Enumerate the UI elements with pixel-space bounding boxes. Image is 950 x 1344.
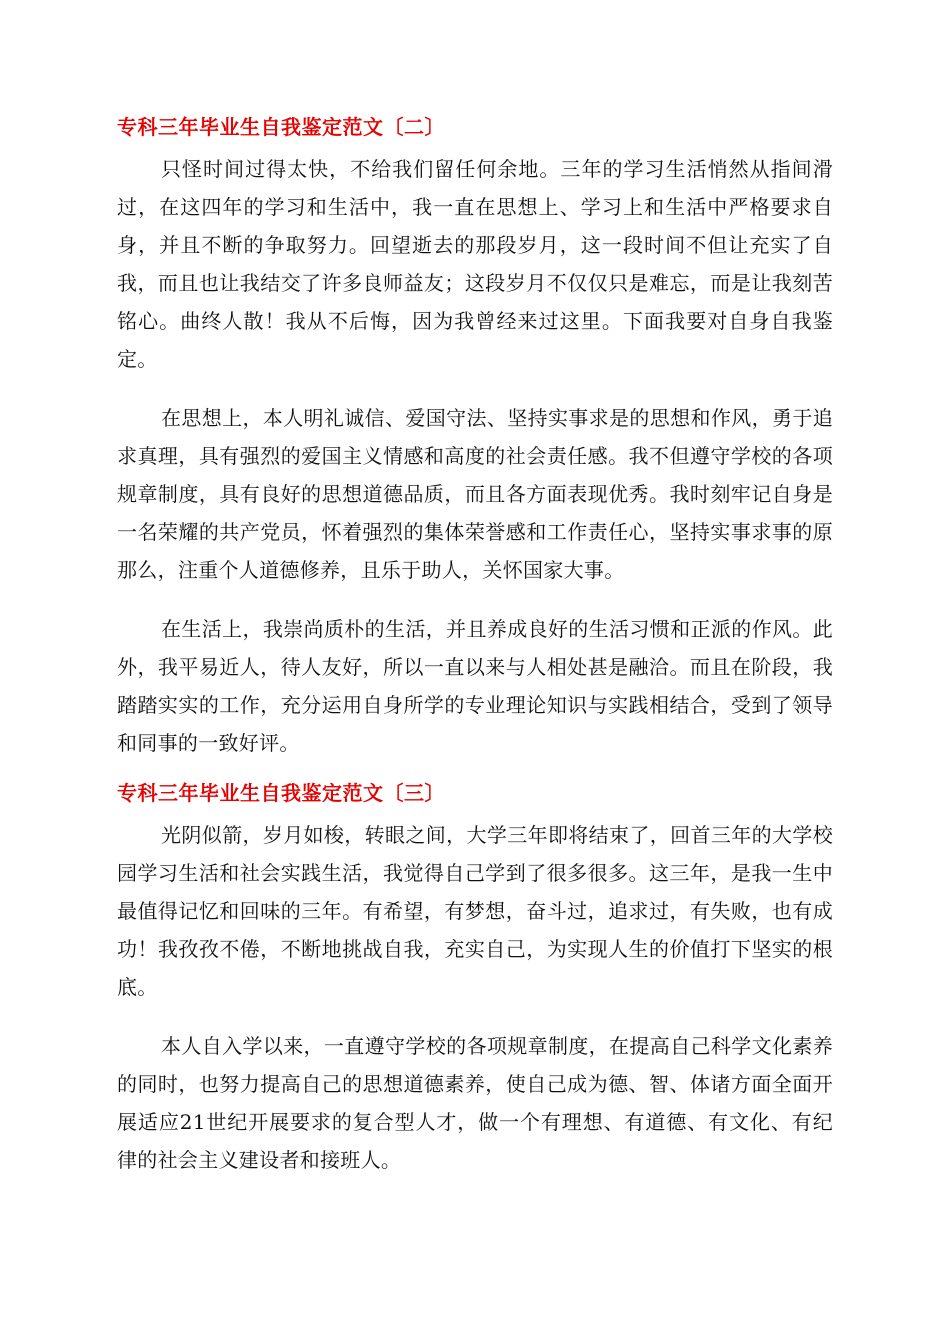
paragraph: 光阴似箭，岁月如梭，转眼之间，大学三年即将结束了，回首三年的大学校园学习生活和社会实践生活，我觉得自己学到了很多很多。这三年，是我一生中最值得记忆和回味的三年。有希望，有梦想，奋斗过，追求过，有失败，也有成功！我孜孜不倦，不断地挑战自我，充实自己，为实现人生的价值打下坚实的根底。 — [117, 823, 833, 999]
section-heading: 专科三年毕业生自我鉴定范文〔三〕 — [117, 781, 445, 805]
paragraph: 在思想上，本人明礼诚信、爱国守法、坚持实事求是的思想和作风，勇于追求真理，具有强烈的爱国主义情感和高度的社会责任感。我不但遵守学校的各项规章制度，具有良好的思想道德品质，而且各方面表现优秀。我时刻牢记自身是一名荣耀的共产党员，怀着强烈的集体荣誉感和工作责任心，坚持实事求事的原那么，注重个人道德修养，且乐于助人，关怀国家大事。 — [117, 406, 833, 582]
section-heading: 专科三年毕业生自我鉴定范文〔二〕 — [117, 115, 445, 139]
paragraph: 只怪时间过得太快，不给我们留任何余地。三年的学习生活悄然从指间滑过，在这四年的学习和生活中，我一直在思想上、学习上和生活中严格要求自身，并且不断的争取努力。回望逝去的那段岁月，这一段时间不但让充实了自我，而且也让我结交了许多良师益友；这段岁月不仅仅只是难忘，而是让我刻苦铭心。曲终人散！我从不后悔，因为我曾经来过这里。下面我要对自身自我鉴定。 — [117, 157, 833, 371]
paragraph: 在生活上，我崇尚质朴的生活，并且养成良好的生活习惯和正派的作风。此外，我平易近人，待人友好，所以一直以来与人相处甚是融洽。而且在阶段，我踏踏实实的工作，充分运用自身所学的专业理论知识与实践相结合，受到了领导和同事的一致好评。 — [117, 617, 833, 755]
paragraph: 本人自入学以来，一直遵守学校的各项规章制度，在提高自己科学文化素养的同时，也努力提高自己的思想道德素养，使自己成为德、智、体诸方面全面开展适应21世纪开展要求的复合型人才，做一个有理想、有道德、有文化、有纪律的社会主义建设者和接班人。 — [117, 1034, 833, 1172]
section-3 — [117, 778, 833, 1179]
document-body — [117, 112, 833, 1200]
section-2 — [117, 112, 833, 762]
